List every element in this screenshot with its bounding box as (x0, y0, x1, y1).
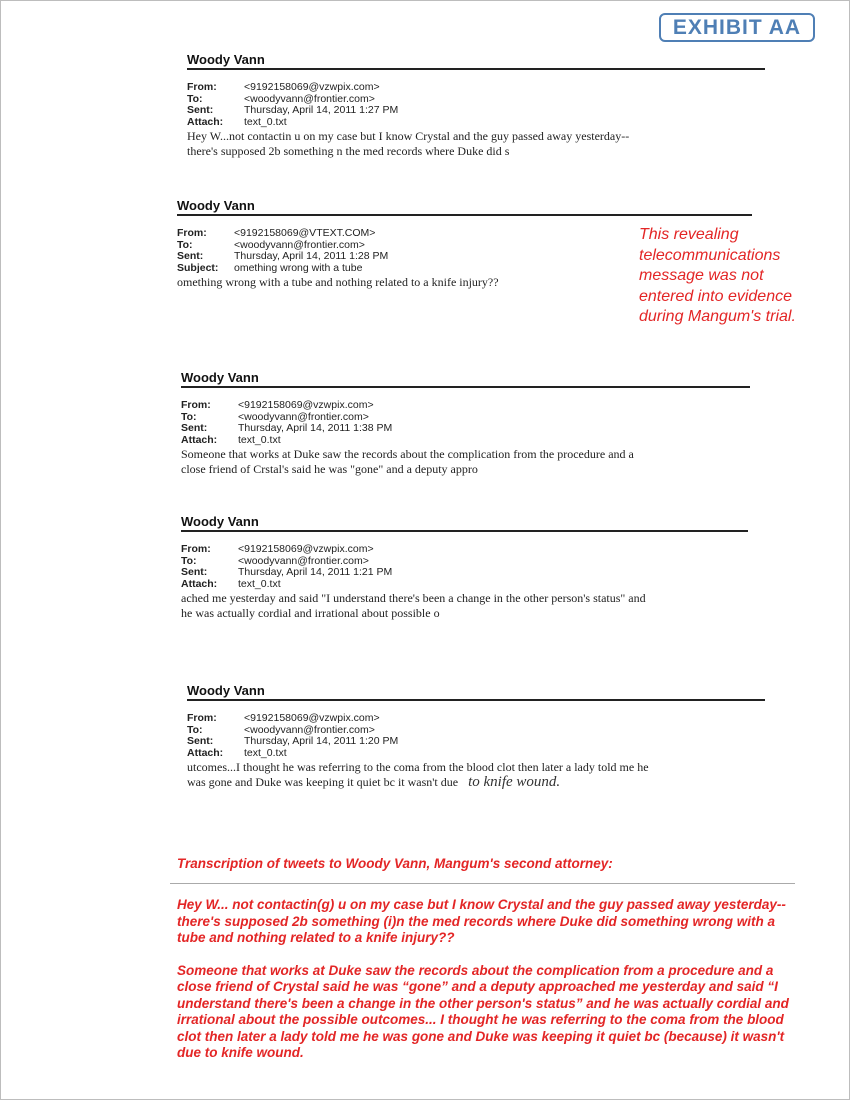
body-line: there's supposed 2b something n the med records where Duke did s (187, 144, 510, 158)
body-text: was gone and Duke was keeping it quiet bc it wasn't due (187, 775, 459, 789)
handwritten-note: to knife wound. (468, 774, 561, 790)
annotation-note: This revealing telecommunications message was not entered into evidence during Mangum's trial. (639, 226, 796, 325)
sent-label: Sent: (181, 422, 208, 434)
body-line: utcomes...I thought he was referring to the coma from the blood clot then later a lady told me he (187, 760, 649, 774)
from-value: <9192158069@vzwpix.com> (238, 399, 374, 411)
body-line: Someone that works at Duke saw the records about the complication from the procedure and a (181, 447, 634, 461)
email-headers (181, 544, 748, 590)
divider (181, 530, 748, 532)
email-4 (181, 514, 748, 621)
transcription-paragraph: Someone that works at Duke saw the records about the complication from a procedure and a close friend of Crystal said he was “gone” and a deputy approached me yesterday and said “I understand there's been a change in the other person's status” and he was actually cordial and irrational about the possible outcomes... I thought he was referring to the coma from the blood clot then later a lady told me he was gone and Duke was keeping it quiet bc (because) it wasn't due to knife wound. (177, 962, 789, 1060)
body-line: Hey W...not contactin u on my case but I know Crystal and the guy passed away yesterday-- (187, 129, 630, 143)
to-value: <woodyvann@frontier.com> (244, 92, 375, 105)
transcription-caption: Transcription of tweets to Woody Vann, Mangum's second attorney: (177, 856, 613, 871)
sent-value: Thursday, April 14, 2011 1:28 PM (234, 250, 389, 262)
body-line: ached me yesterday and said "I understand there's been a change in the other person's status" and (181, 591, 646, 605)
email-sender-name: Woody Vann (187, 683, 265, 698)
email-headers (187, 82, 765, 128)
email-5 (187, 683, 765, 790)
to-label: To: (181, 554, 197, 567)
to-label: To: (177, 238, 193, 251)
attach-value: text_0.txt (238, 577, 281, 590)
to-label: To: (187, 92, 203, 105)
to-value: <woodyvann@frontier.com> (238, 410, 369, 423)
sent-value: Thursday, April 14, 2011 1:27 PM (244, 104, 399, 116)
to-label: To: (181, 410, 197, 423)
body-line: he was actually cordial and irrational about possible o (181, 606, 440, 620)
email-body (181, 447, 750, 477)
divider (187, 699, 765, 701)
from-value: <9192158069@VTEXT.COM> (234, 227, 376, 239)
email-sender-name: Woody Vann (181, 514, 259, 529)
attach-value: text_0.txt (238, 433, 281, 446)
attach-label: Attach: (181, 433, 218, 446)
exhibit-label: EXHIBIT AA (659, 13, 815, 42)
to-value: <woodyvann@frontier.com> (244, 723, 375, 736)
attach-label: Attach: (187, 115, 224, 128)
email-sender-name: Woody Vann (187, 52, 265, 67)
sent-label: Sent: (187, 735, 214, 747)
divider (187, 68, 765, 70)
sent-value: Thursday, April 14, 2011 1:38 PM (238, 422, 393, 434)
email-body (181, 591, 748, 621)
to-value: <woodyvann@frontier.com> (238, 554, 369, 567)
email-headers (187, 713, 765, 759)
to-value: <woodyvann@frontier.com> (234, 238, 365, 251)
body-line: omething wrong with a tube and nothing related to a knife injury?? (177, 275, 499, 289)
divider (177, 214, 752, 216)
subject-label: Subject: (177, 261, 219, 274)
divider (181, 386, 750, 388)
email-headers (181, 400, 750, 446)
body-line (187, 775, 765, 790)
attach-label: Attach: (187, 746, 224, 759)
attach-label: Attach: (181, 577, 218, 590)
email-sender-name: Woody Vann (177, 198, 255, 213)
from-label: From: (177, 227, 207, 239)
email-1 (187, 52, 765, 159)
transcription (177, 897, 797, 1078)
subject-value: omething wrong with a tube (234, 261, 363, 274)
sent-value: Thursday, April 14, 2011 1:20 PM (244, 735, 399, 747)
to-label: To: (187, 723, 203, 736)
attach-value: text_0.txt (244, 115, 287, 128)
from-value: <9192158069@vzwpix.com> (244, 712, 380, 724)
from-label: From: (181, 543, 211, 555)
transcription-paragraph: Hey W... not contactin(g) u on my case but I know Crystal and the guy passed away yesterday-- there's supposed 2b something (i)n the med records where Duke did something wrong with a tube and nothing related to a knife injury?? (177, 897, 786, 945)
divider (170, 883, 795, 884)
email-body (187, 129, 765, 159)
sent-label: Sent: (177, 250, 204, 262)
attach-value: text_0.txt (244, 746, 287, 759)
from-value: <9192158069@vzwpix.com> (244, 81, 380, 93)
email-sender-name: Woody Vann (181, 370, 259, 385)
sent-value: Thursday, April 14, 2011 1:21 PM (238, 566, 393, 578)
from-label: From: (187, 81, 217, 93)
body-line: close friend of Crstal's said he was "gone" and a deputy appro (181, 462, 478, 476)
from-label: From: (187, 712, 217, 724)
from-value: <9192158069@vzwpix.com> (238, 543, 374, 555)
email-3 (181, 370, 750, 477)
sent-label: Sent: (187, 104, 214, 116)
sent-label: Sent: (181, 566, 208, 578)
email-body (187, 760, 765, 790)
from-label: From: (181, 399, 211, 411)
